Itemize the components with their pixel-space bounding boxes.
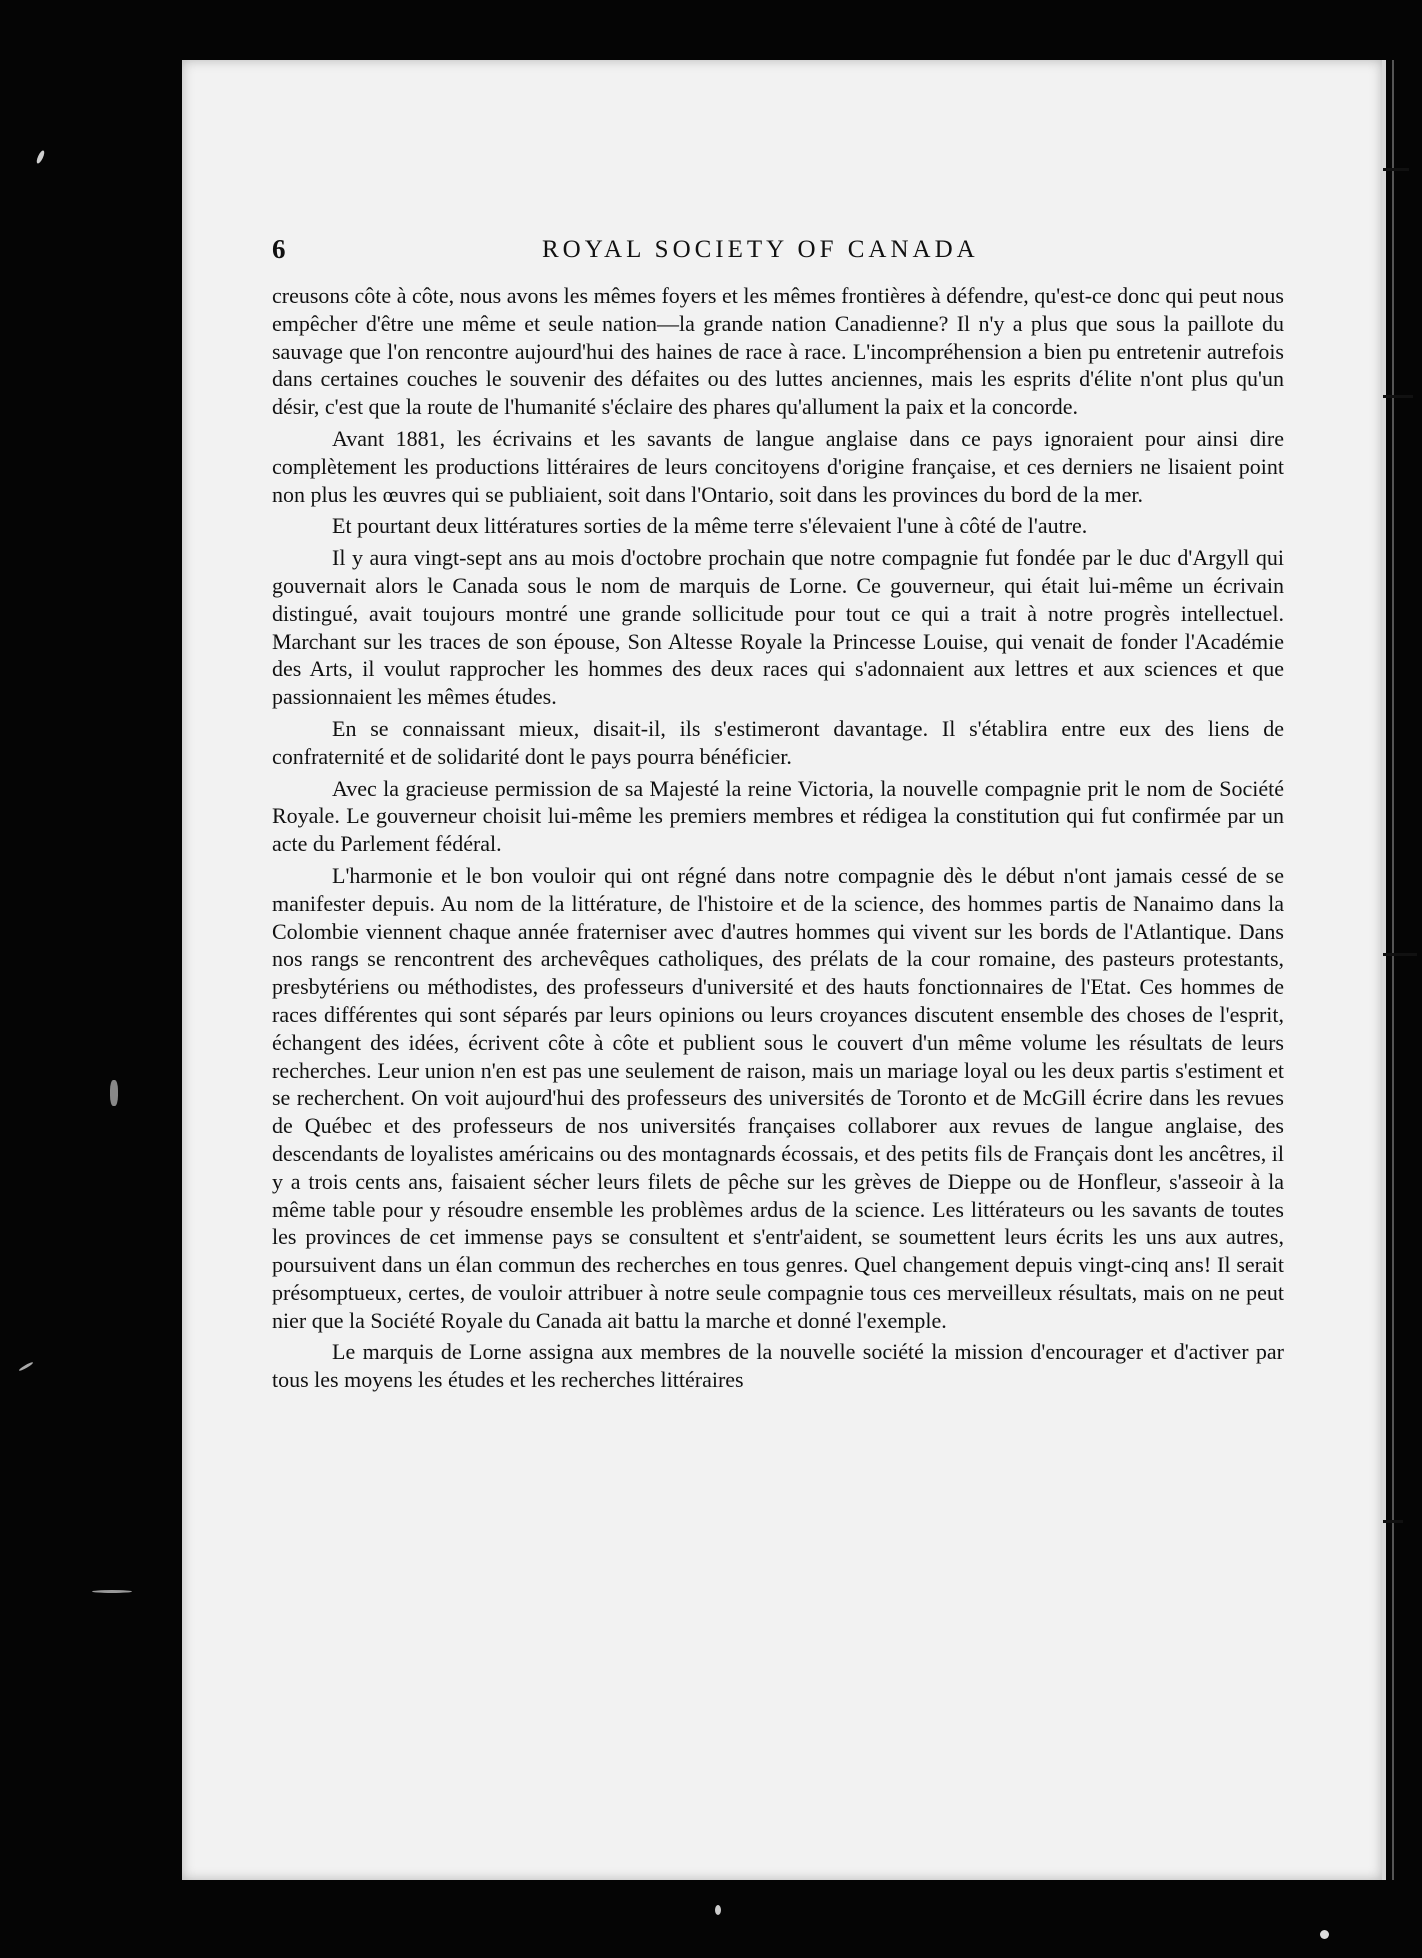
running-head: ROYAL SOCIETY OF CANADA [542,236,979,263]
scan-mark [1383,1520,1403,1523]
scan-speck [18,1361,33,1372]
scan-speck [715,1905,721,1915]
page-number: 6 [272,234,286,264]
body-text [272,282,1284,1398]
paragraph: Et pourtant deux littératures sorties de la même terre s'élevaient l'une à côté de l'autre. [332,513,1088,539]
paragraph: Il y aura vingt-sept ans au mois d'octobre prochain que notre compagnie fut fondée par le duc d'Argyll qui gouvernait alors le Canada sous le nom de marquis de Lorne. Ce gouverneur, qui était lui-même un écrivain distingué, avait toujours montré une grande sollicitude pour tout ce qui a trait à notre progrès intellectuel. Marchant sur les traces de son épouse, Son Altesse Royale la Princesse Louise, qui venait de fonder l'Académie des Arts, il voulut rapprocher les hommes des deux races qui s'adonnaient aux lettres et aux sciences et que passionnaient les mêmes études. [272,545,1284,710]
paragraph: Le marquis de Lorne assigna aux membres de la nouvelle société la mission d'encourager et d'activer par tous les moyens les études et les recherches littéraires [272,1339,1284,1393]
paragraph: L'harmonie et le bon vouloir qui ont régné dans notre compagnie dès le début n'ont jamais cessé de se manifester depuis. Au nom de la littérature, de l'histoire et de la science, des hommes partis de Nanaimo dans la Colombie viennent chaque année fraterniser avec d'autres hommes qui vivent sur les bords de l'Atlantique. Dans nos rangs se rencontrent des archevêques catholiques, des prélats de la cour romaine, des pasteurs protestants, presbytériens ou méthodistes, des professeurs d'université et des hauts fonctionnaires de l'Etat. Ces hommes de races différentes qui sont séparés par leurs opinions ou leurs croyances discutent ensemble des choses de l'esprit, échangent des idées, écrivent côte à côte et publient sous le couvert d'un même volume les résultats de leurs recherches. Leur union n'en est pas une seulement de raison, mais un mariage loyal ou les deux partis s'estiment et se recherchent. On voit aujourd'hui des professeurs des universités de Toronto et de McGill écrire dans les revues de Québec et des professeurs de nos universités françaises collaborer aux revues de langue anglaise, des descendants de loyalistes américains ou des montagnards écossais, et des petits fils de Français dont les ancêtres, il y a trois cents ans, faisaient sécher leurs filets de pêche sur les grèves de Dieppe ou de Honfleur, s'asseoir à la même table pour y résoudre ensemble les problèmes ardus de la science. Les littérateurs ou les savants de toutes les provinces de cet immense pays se consultent et s'entr'aident, se soumettent leurs écrits les uns aux autres, poursuivent dans un élan commun des recherches en tous genres. Quel changement depuis vingt-cinq ans! Il serait présomptueux, certes, de vouloir attribuer à notre seule compagnie tous ces merveilleux résultats, mais on ne peut nier que la Société Royale du Canada ait battu la marche et donné l'exemple. [272,862,1284,1333]
scan-mark [1383,953,1417,956]
scan-speck [110,1080,118,1106]
paragraph: En se connaissant mieux, disait-il, ils s'estimeront davantage. Il s'établira entre eux des liens de confraternité et de solidarité dont le pays pourra bénéficier. [272,715,1284,769]
scan-mark [1383,395,1413,398]
paragraph: creusons côte à côte, nous avons les mêmes foyers et les mêmes frontières à défendre, qu'est-ce donc qui peut nous empêcher d'être une même et seule nation—la grande nation Canadienne? Il n'y a plus que sous la paillote du sauvage que l'on rencontre aujourd'hui des haines de race à race. L'incompréhension a bien pu entretenir autrefois dans certaines couches le souvenir des défaites ou des luttes anciennes, mais les esprits d'élite n'ont plus qu'un désir, c'est que la route de l'humanité s'éclaire des phares qu'allument la paix et la concorde. [272,283,1284,420]
book-page [182,60,1382,1880]
page-edge-shadow [1392,60,1394,1880]
scan-speck [92,1590,132,1593]
paragraph: Avec la gracieuse permission de sa Majesté la reine Victoria, la nouvelle compagnie prit le nom de Société Royale. Le gouverneur choisit lui-même les premiers membres et rédigea la constitution qui fut confirmée par un acte du Parlement fédéral. [272,775,1284,857]
paragraph: Avant 1881, les écrivains et les savants de langue anglaise dans ce pays ignoraient pour ainsi dire complètement les productions littéraires de leurs concitoyens d'origine française, et ces derniers ne lisaient point non plus les œuvres qui se publiaient, soit dans l'Ontario, soit dans les provinces du bord de la mer. [272,425,1284,507]
page-edge [1382,60,1386,1880]
scan-speck [1320,1930,1329,1939]
scan-mark [1383,168,1409,171]
scan-speck [35,150,45,165]
page-header [272,234,1272,274]
